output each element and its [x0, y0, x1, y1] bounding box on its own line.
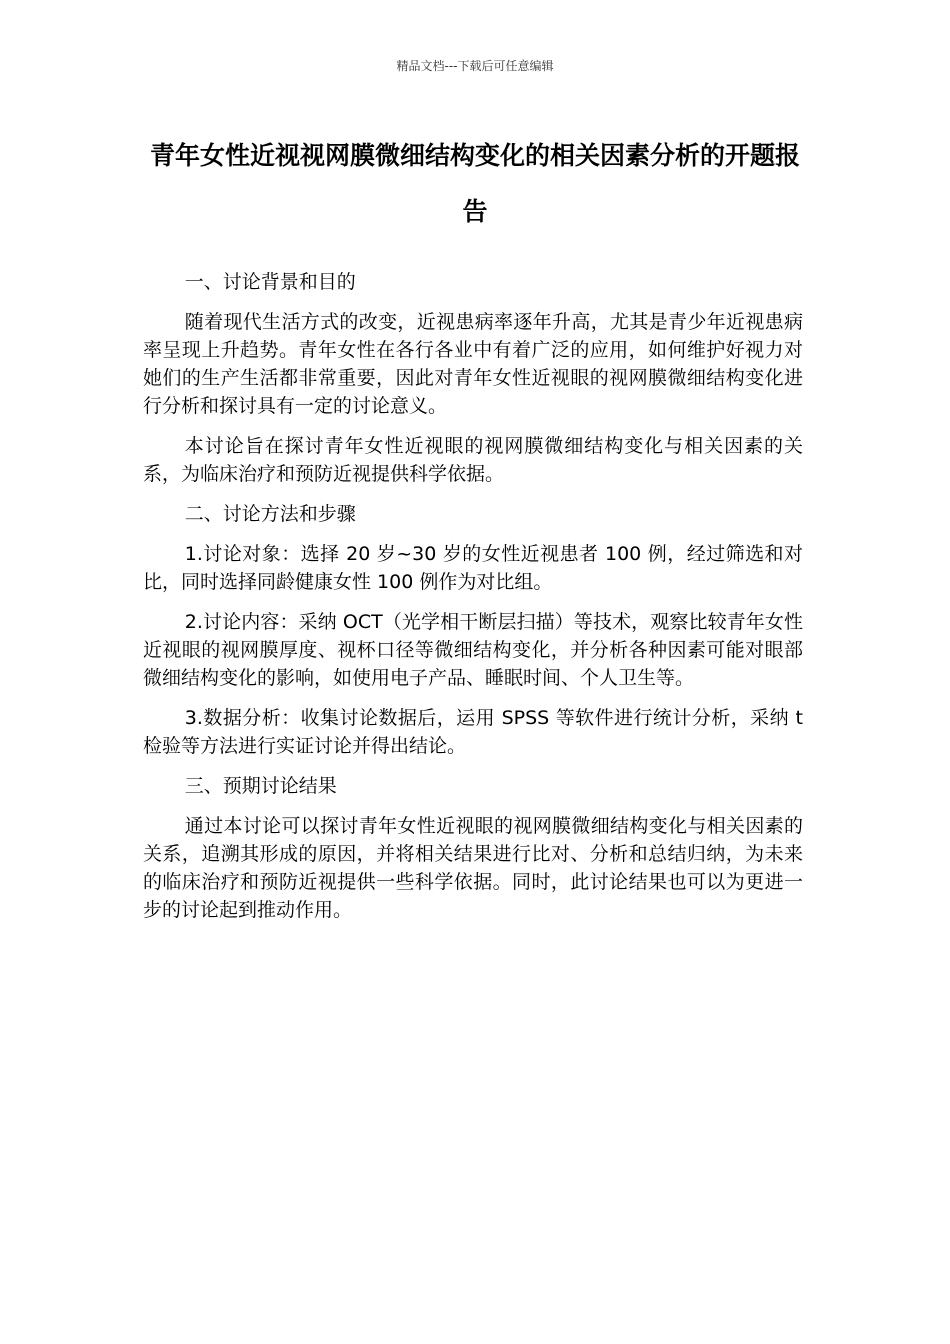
section-heading-methods: 二、讨论方法和步骤	[184, 503, 356, 525]
document-title: 青年女性近视视网膜微细结构变化的相关因素分析的开题报告	[149, 141, 800, 226]
page-header-note: 精品文档---下载后可任意编辑	[396, 59, 554, 73]
paragraph-background: 随着现代生活方式的改变，近视患病率逐年升高，尤其是青少年近视患病率呈现上升趋势。青年女性在各行各业中有着广泛的应用，如何维护好视力对她们的生产生活都非常重要，因此对青年女性近视眼的视网膜微细结构变化进行分析和探讨具有一定的讨论意义。	[143, 311, 803, 417]
paragraph-results: 通过本讨论可以探讨青年女性近视眼的视网膜微细结构变化与相关因素的关系，追溯其形成的原因，并将相关结果进行比对、分析和总结归纳，为未来的临床治疗和预防近视提供一些科学依据。同时，此讨论结果也可以为更进一步的讨论起到推动作用。	[143, 815, 803, 921]
paragraph-subjects: 1.讨论对象：选择 20 岁~30 岁的女性近视患者 100 例，经过筛选和对比，同时选择同龄健康女性 100 例作为对比组。	[143, 543, 803, 593]
section-heading-background: 一、讨论背景和目的	[184, 271, 356, 293]
document-body	[143, 268, 803, 936]
paragraph-content: 2.讨论内容：采纳 OCT（光学相干断层扫描）等技术，观察比较青年女性近视眼的视网膜厚度、视杯口径等微细结构变化，并分析各种因素可能对眼部微细结构变化的影响，如使用电子产品、睡眠时间、个人卫生等。	[143, 611, 803, 689]
section-heading-results: 三、预期讨论结果	[184, 775, 337, 797]
paragraph-purpose: 本讨论旨在探讨青年女性近视眼的视网膜微细结构变化与相关因素的关系，为临床治疗和预防近视提供科学依据。	[143, 435, 803, 485]
paragraph-analysis: 3.数据分析：收集讨论数据后，运用 SPSS 等软件进行统计分析，采纳 t 检验等方法进行实证讨论并得出结论。	[143, 707, 803, 757]
